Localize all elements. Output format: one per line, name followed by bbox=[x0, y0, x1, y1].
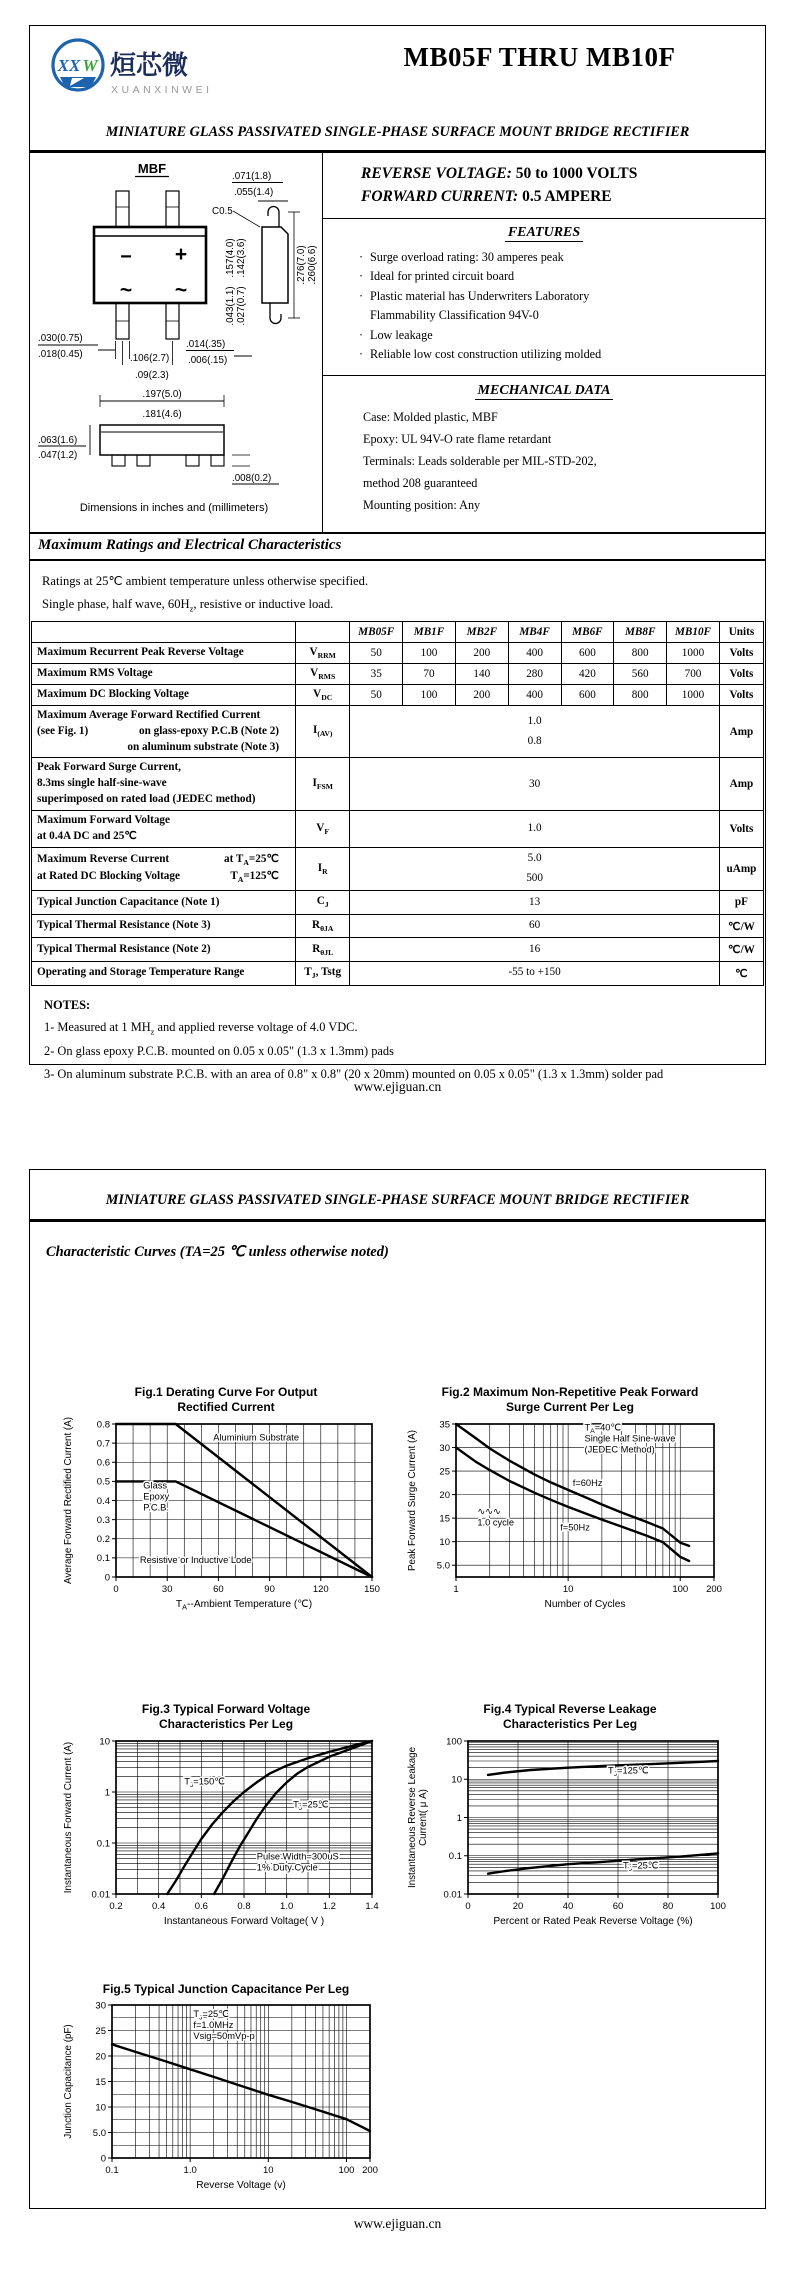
voltage-current-box bbox=[323, 153, 765, 219]
note-item: 1- Measured at 1 $MH_z$ and applied reverse voltage of 4.0 VDC. bbox=[44, 1019, 358, 1037]
logo-chinese-name: 烜芯微 bbox=[110, 50, 189, 80]
svg-text:Instantaneous Forward Current: Instantaneous Forward Current (A) bbox=[63, 1741, 74, 1893]
table-row: Peak Forward Surge Current, 8.3ms single half-sine-wave superimposed on rated load (JEDEC method) $I_{FSM}$ 30 Amp bbox=[32, 758, 764, 811]
forward-current-value: 0.5 AMPERE bbox=[522, 188, 612, 206]
document-title: MB05F THRU MB10F bbox=[403, 42, 676, 72]
svg-text:TA=40℃: $T_A=40℃$ bbox=[584, 1422, 621, 1435]
mechanical-line: method 208 guaranteed bbox=[363, 476, 478, 491]
svg-text:0.4: 0.4 bbox=[152, 1900, 166, 1912]
logo-monogram: XX bbox=[57, 56, 81, 75]
mechanical-line: Case: Molded plastic, MBF bbox=[363, 409, 498, 424]
svg-text:0.6: 0.6 bbox=[96, 1457, 110, 1469]
reverse-voltage-line bbox=[361, 162, 757, 185]
svg-text:1.0 cycle: 1.0 cycle bbox=[477, 1517, 515, 1528]
table-row: Typical Thermal Resistance (Note 3) $R_{\theta JA}$ 60 ℃/W bbox=[32, 914, 764, 938]
characteristic-curves-heading: Characteristic Curves (TA=25 ℃ unless otherwise noted) bbox=[46, 1244, 389, 1260]
svg-text:0.2: 0.2 bbox=[96, 1533, 110, 1545]
svg-text:Average Forward Rectified Curr: Average Forward Rectified Current (A) bbox=[63, 1416, 74, 1584]
dim-standoff: .008(0.2) bbox=[232, 473, 272, 484]
forward-current-line bbox=[361, 185, 757, 208]
feature-item: · Reliable low cost construction utilizing molded bbox=[359, 347, 602, 362]
svg-text:20: 20 bbox=[439, 1489, 450, 1501]
svg-text:60: 60 bbox=[213, 1583, 224, 1595]
ratings-condition-1: Ratings at 25℃ ambient temperature unless otherwise specified. bbox=[42, 574, 369, 588]
svg-text:100: 100 bbox=[446, 1736, 462, 1748]
polarity-ac2: ~ bbox=[174, 279, 188, 302]
col-header-MB2F: MB2F bbox=[455, 622, 508, 643]
svg-text:0: 0 bbox=[465, 1900, 471, 1912]
figure-1-title: Fig.1 Derating Curve For Output Rectified Current bbox=[134, 1385, 318, 1415]
dim-pitch-inner: .09(2.3) bbox=[135, 370, 169, 381]
table-row: Typical Thermal Resistance (Note 2) $R_{\theta JL}$ 16 ℃/W bbox=[32, 938, 764, 962]
dim-body-width-min: .181(4.6) bbox=[142, 409, 182, 420]
svg-text:200: 200 bbox=[362, 2165, 378, 2177]
feature-item: Flammability Classification 94V-0 bbox=[370, 308, 539, 323]
mechanical-line: Mounting position: Any bbox=[363, 498, 481, 513]
svg-text:0: 0 bbox=[113, 1583, 119, 1595]
figure-2-chart bbox=[404, 1419, 734, 1611]
svg-text:10: 10 bbox=[451, 1774, 462, 1786]
svg-text:TJ=125℃: $T_J=125℃$ bbox=[608, 1765, 649, 1778]
figure-3-title: Fig.3 Typical Forward Voltage Characteristics Per Leg bbox=[141, 1702, 311, 1732]
col-header-MB8F: MB8F bbox=[614, 622, 667, 643]
svg-text:20: 20 bbox=[512, 1900, 524, 1912]
mechanical-line: Terminals: Leads solderable per MIL-STD-202, bbox=[363, 454, 597, 468]
svg-text:(JEDEC Method): (JEDEC Method) bbox=[584, 1444, 655, 1455]
feature-item: · Ideal for printed circuit board bbox=[359, 269, 515, 284]
notes-list bbox=[44, 1016, 751, 1086]
svg-text:1: 1 bbox=[456, 1812, 462, 1824]
figure-2 bbox=[404, 1385, 736, 1616]
svg-text:1: 1 bbox=[104, 1787, 110, 1799]
datasheet-document bbox=[0, 25, 793, 2269]
svg-text:Aluminium Substrate: Aluminium Substrate bbox=[213, 1431, 300, 1442]
note-item: 3- On aluminum substrate P.C.B. with an area of 0.8" x 0.8" (20 x 20mm) mounted on 0.05 x 0.05" (1.3 x 1.3mm) solder pad bbox=[44, 1066, 664, 1081]
page-header bbox=[30, 26, 765, 122]
svg-text:Number of Cycles: Number of Cycles bbox=[544, 1598, 626, 1610]
svg-text:Peak Forward Surge Current (A): Peak Forward Surge Current (A) bbox=[407, 1429, 418, 1571]
svg-text:0.1: 0.1 bbox=[96, 1552, 110, 1564]
svg-text:5.0: 5.0 bbox=[436, 1560, 450, 1572]
svg-text:0.1: 0.1 bbox=[96, 1838, 110, 1850]
svg-text:10: 10 bbox=[263, 2165, 274, 2177]
svg-text:0.01: 0.01 bbox=[91, 1889, 110, 1901]
svg-text:0.6: 0.6 bbox=[194, 1900, 208, 1912]
dim-lead-thickness-max: .014(.35) bbox=[186, 339, 226, 350]
svg-text:0.1: 0.1 bbox=[448, 1850, 462, 1862]
forward-current-label: FORWARD CURRENT: bbox=[361, 188, 519, 206]
dim-lead-width-max: .030(0.75) bbox=[38, 333, 83, 344]
svg-text:30: 30 bbox=[95, 2000, 106, 2012]
svg-text:10: 10 bbox=[99, 1736, 110, 1748]
svg-text:0.1: 0.1 bbox=[105, 2165, 119, 2177]
col-header-empty bbox=[32, 622, 296, 643]
svg-text:200: 200 bbox=[706, 1583, 722, 1595]
figure-1-chart bbox=[60, 1416, 390, 1612]
dim-top-width-max: .071(1.8) bbox=[232, 171, 272, 182]
svg-text:P.C.B.: P.C.B. bbox=[143, 1502, 169, 1513]
svg-text:f=50Hz: f=50Hz bbox=[560, 1522, 590, 1533]
svg-text:15: 15 bbox=[439, 1513, 450, 1525]
svg-text:Glass: Glass bbox=[143, 1480, 168, 1491]
svg-text:30: 30 bbox=[161, 1583, 173, 1595]
svg-text:Junction Capacitance (pF): Junction Capacitance (pF) bbox=[63, 2024, 74, 2140]
svg-text:1: 1 bbox=[453, 1583, 459, 1595]
dim-pitch-outer: .106(2.7) bbox=[130, 353, 170, 364]
feature-item: · Surge overload rating: 30 amperes peak bbox=[359, 249, 564, 264]
package-label: MBF bbox=[137, 161, 167, 176]
package-body-front bbox=[94, 227, 206, 303]
svg-text:150: 150 bbox=[364, 1583, 380, 1595]
table-row: Operating and Storage Temperature Range $T_J$, Tstg -55 to +150 ℃ bbox=[32, 961, 764, 985]
dim-slot-max: .043(1.1) bbox=[225, 286, 236, 326]
svg-text:TJ=25℃: $T_J=25℃$ bbox=[293, 1799, 329, 1812]
figure-3 bbox=[60, 1702, 392, 1933]
svg-text:0.8: 0.8 bbox=[96, 1419, 110, 1431]
svg-text:f=1.0MHz: f=1.0MHz bbox=[193, 2020, 234, 2031]
col-header-MB05F: MB05F bbox=[350, 622, 403, 643]
svg-text:TA--Ambient Temperature (℃): $T_A-$-Ambient Temperature (℃) bbox=[175, 1598, 313, 1612]
svg-text:100: 100 bbox=[672, 1583, 689, 1595]
svg-text:0.3: 0.3 bbox=[96, 1514, 110, 1526]
ratings-conditions bbox=[30, 561, 765, 621]
svg-text:TJ=25℃: $T_J=25℃$ bbox=[193, 2009, 229, 2023]
top-content-row bbox=[30, 153, 765, 532]
table-row: Maximum Recurrent Peak Reverse Voltage $V_{RRM}$ 50 100 200 400 600 800 1000 Volts bbox=[32, 643, 764, 664]
svg-text:10: 10 bbox=[439, 1536, 450, 1548]
mechanical-line: Epoxy: UL 94V-O rate flame retardant bbox=[363, 431, 552, 446]
table-row: Maximum Reverse Current at $T_A=25℃$ at Rated DC Blocking Voltage $T_A=125℃$ $I_R$ 5.0 500 uAmp bbox=[32, 847, 764, 890]
svg-text:0.2: 0.2 bbox=[109, 1900, 123, 1912]
svg-text:1.4: 1.4 bbox=[365, 1900, 379, 1912]
dim-lead-thickness-min: .006(.15) bbox=[188, 355, 228, 366]
ratings-table-head bbox=[32, 622, 764, 643]
company-logo bbox=[48, 36, 298, 100]
drawing-caption: Dimensions in inches and (millimeters) bbox=[79, 502, 269, 514]
svg-text:1.2: 1.2 bbox=[322, 1900, 336, 1912]
svg-text:60: 60 bbox=[612, 1900, 624, 1912]
svg-text:1.0: 1.0 bbox=[280, 1900, 294, 1912]
dim-height-max: .063(1.6) bbox=[38, 435, 78, 446]
svg-text:Single Half Sine-wave: Single Half Sine-wave bbox=[584, 1433, 676, 1444]
dim-height-min: .047(1.2) bbox=[38, 450, 78, 461]
feature-item: · Low leakage bbox=[359, 327, 433, 342]
datasheet-page-1 bbox=[29, 25, 766, 1081]
table-row: Maximum DC Blocking Voltage $V_{DC}$ 50 100 200 400 600 800 1000 Volts bbox=[32, 684, 764, 705]
ratings-condition-2: Single phase, half wave, $60H_z$, resistive or inductive load. bbox=[42, 596, 334, 614]
svg-text:∿∿∿: ∿∿∿ bbox=[477, 1506, 501, 1517]
svg-text:1% Duty Cycle: 1% Duty Cycle bbox=[256, 1861, 318, 1872]
dim-body-width-max: .197(5.0) bbox=[142, 389, 182, 400]
page2-subtitle: MINIATURE GLASS PASSIVATED SINGLE-PHASE SURFACE MOUNT BRIDGE RECTIFIER bbox=[30, 1170, 765, 1222]
logo-english-name: XUANXINWEI bbox=[111, 84, 213, 96]
svg-text:30: 30 bbox=[439, 1442, 450, 1454]
figure-5-title: Fig.5 Typical Junction Capacitance Per Leg bbox=[102, 1982, 350, 1996]
ratings-table-body bbox=[32, 643, 764, 986]
svg-text:0.01: 0.01 bbox=[443, 1889, 462, 1901]
logo-monogram-w: W bbox=[82, 56, 98, 75]
svg-text:Current( μ A): Current( μ A) bbox=[418, 1788, 429, 1846]
dim-slot-min: .027(0.7) bbox=[236, 286, 247, 326]
svg-text:0.5: 0.5 bbox=[96, 1476, 110, 1488]
features-section bbox=[323, 219, 765, 376]
svg-text:35: 35 bbox=[439, 1419, 450, 1431]
svg-text:120: 120 bbox=[312, 1583, 329, 1595]
col-header-MB10F: MB10F bbox=[667, 622, 720, 643]
reverse-voltage-label: REVERSE VOLTAGE: bbox=[361, 165, 512, 182]
feature-item: · Plastic material has Underwriters Laboratory bbox=[359, 288, 590, 303]
dim-top-width-min: .055(1.4) bbox=[234, 187, 274, 198]
ratings-table bbox=[31, 621, 764, 986]
figure-2-title: Fig.2 Maximum Non-Repetitive Peak Forward Surge Current Per Leg bbox=[441, 1385, 699, 1415]
dim-body-height-min: .142(3.6) bbox=[236, 238, 247, 278]
figure-5 bbox=[60, 1982, 392, 2197]
features-list bbox=[323, 248, 765, 365]
svg-text:Reverse Voltage (v): Reverse Voltage (v) bbox=[196, 2180, 286, 2192]
figure-4-title: Fig.4 Typical Reverse Leakage Characteristics Per Leg bbox=[483, 1702, 657, 1732]
polarity-minus: − bbox=[120, 246, 132, 268]
svg-text:80: 80 bbox=[662, 1900, 674, 1912]
svg-text:Vsig=50mVp-p: Vsig=50mVp-p bbox=[193, 2031, 255, 2042]
svg-text:Percent or Rated Peak Reverse: Percent or Rated Peak Reverse Voltage (%) bbox=[493, 1915, 693, 1927]
svg-text:20: 20 bbox=[95, 2051, 106, 2063]
datasheet-page-2 bbox=[29, 1169, 766, 2209]
package-body-side bbox=[262, 227, 288, 303]
figure-5-chart bbox=[60, 2000, 390, 2192]
package-body-bottom bbox=[100, 425, 224, 455]
svg-text:TJ=150℃: $T_J=150℃$ bbox=[184, 1776, 225, 1789]
svg-text:1.0: 1.0 bbox=[183, 2165, 197, 2177]
svg-text:90: 90 bbox=[264, 1583, 275, 1595]
notes-heading: NOTES: bbox=[44, 997, 91, 1012]
dim-total-height-max: .276(7.0) bbox=[296, 245, 307, 285]
ratings-section-heading: Maximum Ratings and Electrical Characteristics bbox=[30, 532, 765, 561]
mechanical-data-section bbox=[323, 376, 765, 532]
svg-text:0.4: 0.4 bbox=[96, 1495, 110, 1507]
svg-text:100: 100 bbox=[710, 1900, 726, 1912]
svg-text:Resistive or Inductive Lode: Resistive or Inductive Lode bbox=[139, 1554, 252, 1565]
polarity-ac1: ~ bbox=[119, 279, 133, 302]
svg-text:5.0: 5.0 bbox=[92, 2128, 106, 2140]
table-row: Maximum Average Forward Rectified Current (see Fig. 1) on glass-epoxy P.C.B (Note 2) on aluminum substrate (Note 3) $I_{(AV)}$ 1.0 0.8 Amp bbox=[32, 705, 764, 758]
col-header-empty bbox=[296, 622, 350, 643]
dim-total-height-min: .260(6.6) bbox=[307, 245, 318, 285]
page2-footer-url: www.ejiguan.cn bbox=[353, 2216, 442, 2231]
svg-text:f=60Hz: f=60Hz bbox=[572, 1477, 603, 1488]
table-row: Maximum RMS Voltage $V_{RMS}$ 35 70 140 280 420 560 700 Volts bbox=[32, 663, 764, 684]
svg-text:100: 100 bbox=[338, 2165, 355, 2177]
svg-text:Instantaneous Forward Voltage(: Instantaneous Forward Voltage( V ) bbox=[163, 1915, 325, 1927]
features-heading: FEATURES bbox=[323, 225, 765, 241]
table-row: Typical Junction Capacitance (Note 1) $C_J$ 13 pF bbox=[32, 891, 764, 915]
dim-chamfer: C0.5 bbox=[212, 206, 233, 217]
figure-4-chart bbox=[404, 1736, 734, 1928]
col-header-Units: Units bbox=[719, 622, 763, 643]
polarity-plus: + bbox=[174, 243, 188, 266]
svg-text:0: 0 bbox=[104, 1572, 110, 1584]
col-header-MB4F: MB4F bbox=[508, 622, 561, 643]
svg-text:25: 25 bbox=[95, 2026, 106, 2038]
col-header-MB1F: MB1F bbox=[403, 622, 456, 643]
notes-section bbox=[30, 986, 765, 1086]
table-row: Maximum Forward Voltage at 0.4A DC and 25℃ $V_F$ 1.0 Volts bbox=[32, 811, 764, 848]
dim-body-height-max: .157(4.0) bbox=[225, 238, 236, 278]
svg-text:10: 10 bbox=[562, 1583, 574, 1595]
svg-text:40: 40 bbox=[562, 1900, 574, 1912]
spec-pane bbox=[322, 153, 765, 532]
package-drawing-pane bbox=[30, 153, 322, 532]
svg-text:0.7: 0.7 bbox=[96, 1438, 110, 1450]
dim-lead-width-min: .018(0.45) bbox=[38, 349, 83, 360]
document-subtitle: MINIATURE GLASS PASSIVATED SINGLE-PHASE SURFACE MOUNT BRIDGE RECTIFIER bbox=[30, 122, 765, 153]
figure-1 bbox=[60, 1385, 392, 1616]
note-item: 2- On glass epoxy P.C.B. mounted on 0.05 x 0.05" (1.3 x 1.3mm) pads bbox=[44, 1043, 394, 1058]
figure-4 bbox=[404, 1702, 736, 1933]
col-header-MB6F: MB6F bbox=[561, 622, 614, 643]
svg-text:0: 0 bbox=[100, 2153, 106, 2165]
svg-text:10: 10 bbox=[95, 2102, 106, 2114]
figure-3-chart bbox=[60, 1736, 390, 1928]
svg-text:Pulse Width=300uS: Pulse Width=300uS bbox=[256, 1850, 339, 1861]
svg-text:15: 15 bbox=[95, 2077, 106, 2089]
svg-text:0.8: 0.8 bbox=[237, 1900, 251, 1912]
svg-text:Instantaneous Reverse Leakage: Instantaneous Reverse Leakage bbox=[407, 1746, 418, 1888]
reverse-voltage-value: 50 to 1000 VOLTS bbox=[515, 165, 638, 182]
svg-text:TJ=25℃: $T_J=25℃$ bbox=[623, 1860, 659, 1873]
mechanical-heading: MECHANICAL DATA bbox=[323, 383, 765, 399]
package-drawing bbox=[36, 157, 322, 527]
mechanical-list bbox=[323, 406, 765, 517]
svg-text:Epoxy: Epoxy bbox=[143, 1491, 170, 1502]
page1-footer-url: www.ejiguan.cn bbox=[353, 1079, 442, 1094]
svg-text:25: 25 bbox=[439, 1466, 450, 1478]
